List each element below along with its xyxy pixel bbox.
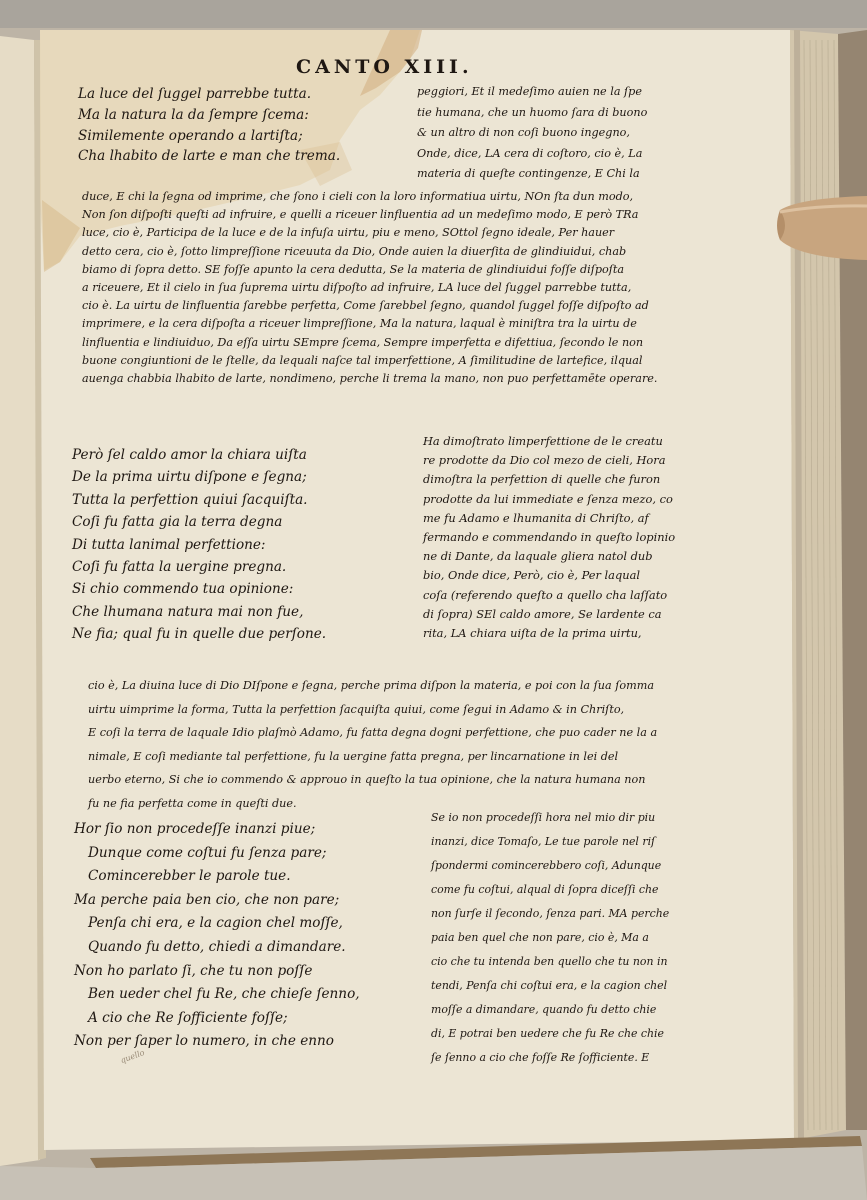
- section2-comment-right: [423, 432, 675, 643]
- commentary-line: a riceuere, Et il cielo in ſua ſuprema uirtu diſpoſto ad infruire, LA luce del ſuggel parrebbe tutta,: [82, 281, 632, 295]
- commentary-line: linfluentia e lindiuiduo, Da eſſa uirtu SEmpre ſcema, Sempre imperfetta e difettiua, ſecondo le non: [82, 335, 644, 349]
- section2-commentary: [88, 674, 657, 815]
- verse-line: Si chio commendo tua opinione:: [72, 581, 294, 598]
- comment-line: re prodotte da Dio col mezo de cieli, Hora: [423, 453, 666, 468]
- commentary-line: imprimere, e la cera diſpoſta a riceuer limpreſſione, Ma la natura, laqual è miniſtra tra la uirtu de: [82, 317, 637, 331]
- comment-line: ſpondermi comincerebbero coſi, Adunque: [431, 859, 662, 872]
- commentary-line: detto cera, cio è, ſotto limpreſſione riceuuta da Dio, Onde auien la diuerſita de glindiuidui, chab: [82, 244, 627, 258]
- comment-line: inanzi, dice Tomaſo, Le tue parole nel riſ: [431, 835, 656, 848]
- comment-line: tie humana, che un huomo ſara di buono: [417, 105, 648, 119]
- verse-line: Comincerebber le parole tue.: [88, 868, 291, 885]
- comment-line: di ſopra) SEl caldo amore, Se lardente ca: [423, 606, 662, 621]
- page-header: CANTO XIII.: [296, 56, 473, 78]
- comment-line: fermando e commendando in queſto lopinio: [423, 530, 676, 545]
- verse-line: Che lhumana natura mai non fue,: [72, 603, 304, 620]
- comment-line: Se io non procedeſſi hora nel mio dir piu: [431, 811, 656, 824]
- commentary-line: cio è. La uirtu de linfluentia ſarebbe perfetta, Come ſarebbel ſegno, quandol ſuggel foſſe diſpoſto ad: [82, 299, 649, 313]
- verse-line: Però ſel caldo amor la chiara uiſta: [72, 447, 307, 463]
- section2-verses: [72, 444, 326, 646]
- comment-line: non ſurſe il ſecondo, ſenza pari. MA perche: [431, 907, 670, 920]
- commentary-line: biamo di ſopra detto. SE foſſe apunto la cera dedutta, Se la materia de glindiuidui foſſe diſpoſta: [82, 262, 625, 276]
- comment-line: peggiori, Et il medeſimo auien ne la ſpe: [417, 85, 642, 98]
- section1-verses: [78, 84, 340, 167]
- comment-line: bio, Onde dice, Però, cio è, Per laqual: [423, 568, 641, 583]
- pencil-annotation: quello: [119, 1048, 146, 1065]
- verse-line: Non ho parlato ſi, che tu non poſſe: [74, 962, 313, 979]
- verse-line: Dunque come coſtui fu ſenza pare;: [88, 844, 327, 861]
- verse-line: Ben ueder chel fu Re, che chieſe ſenno,: [88, 986, 360, 1003]
- comment-line: ne di Dante, da laquale gliera natol dub: [423, 549, 653, 564]
- verse-line: Cha lhabito de larte e man che trema.: [78, 148, 341, 165]
- comment-line: coſa (referendo queſto a quello cha laſſato: [423, 587, 668, 602]
- comment-line: me fu Adamo e lhumanita di Chriſto, af: [423, 510, 649, 525]
- verse-line: Quando fu detto, chiedi a dimandare.: [88, 938, 346, 955]
- section1-comment-right: [417, 82, 647, 185]
- comment-line: ſe ſenno a cio che foſſe Re ſofficiente. E: [431, 1051, 650, 1064]
- comment-line: moſſe a dimandare, quando fu detto chie: [431, 1003, 657, 1016]
- commentary-line: cio è, La diuina luce di Dio DIſpone e ſegna, perche prima diſpon la materia, e poi con la ſua ſomma: [88, 679, 654, 692]
- comment-line: Ha dimoſtrato limperfettione de le creatu: [423, 434, 663, 448]
- commentary-line: luce, cio è, Participa de la luce e de la infuſa uirtu, piu e meno, SOttol ſegno ideale, Per hauer: [82, 226, 615, 240]
- verse-line: Similemente operando a lartiſta;: [78, 127, 303, 144]
- verse-line: Ma la natura la da ſempre ſcema:: [78, 106, 309, 123]
- verse-line: Coſi fu fatta la uergine pregna.: [72, 559, 287, 576]
- commentary-line: duce, E chi la ſegna od imprime, che ſono i cieli con la loro informatiua uirtu, NOn ſta dun modo,: [82, 190, 634, 203]
- verse-line: Coſi fu fatta gia la terra degna: [72, 514, 283, 531]
- commentary-line: E coſi la terra de laquale Idio plaſmò Adamo, fu fatta degna dogni perfettione, che puo cader ne la a: [88, 726, 658, 739]
- comment-line: Onde, dice, LA cera di coſtoro, cio è, La: [417, 146, 643, 160]
- verse-line: Hor ſio non procedeſſe inanzi piue;: [74, 821, 316, 837]
- commentary-line: buone congiuntioni de le ſtelle, da lequali naſce tal imperfettione, A ſimilitudine de lartefice, ilqual: [82, 353, 643, 367]
- verse-line: Di tutta lanimal perfettione:: [72, 536, 266, 553]
- verse-line: De la prima uirtu diſpone e ſegna;: [72, 469, 307, 486]
- comment-line: materia di queſte contingenze, E Chi la: [417, 167, 640, 181]
- verse-line: Non per ſaper lo numero, in che enno: [74, 1033, 334, 1050]
- comment-line: prodotte da lui immediate e ſenza mezo, co: [423, 491, 673, 506]
- commentary-line: uirtu uimprime la forma, Tutta la perfettion ſacquiſta quiui, come ſegui in Adamo & in Chriſto,: [88, 702, 625, 716]
- verse-line: Penſa chi era, e la cagion chel moſſe,: [88, 915, 343, 932]
- comment-line: dimoſtra la perfettion di quelle che furon: [423, 472, 661, 487]
- section3-verses: [74, 818, 360, 1054]
- comment-line: & un altro di non coſi buono ingegno,: [417, 126, 630, 140]
- commentary-line: fu ne fia perfetta come in queſti due.: [88, 796, 297, 810]
- commentary-line: nimale, E coſi mediante tal perfettione, fu la uergine fatta pregna, per lincarnatione in lei del: [88, 749, 619, 763]
- verse-line: Ma perche paia ben cio, che non pare;: [74, 891, 340, 908]
- section3-comment-right: [431, 806, 669, 1070]
- verse-line: La luce del ſuggel parrebbe tutta.: [78, 86, 312, 102]
- verse-line: Ne fia; qual fu in quelle due perſone.: [72, 626, 327, 643]
- verse-line: Tutta la perfettion quiui ſacquiſta.: [72, 491, 308, 508]
- comment-line: rita, LA chiara uiſta de la prima uirtu,: [423, 626, 642, 641]
- verse-line: A cio che Re ſofficiente foſſe;: [88, 1009, 288, 1026]
- comment-line: paia ben quel che non pare, cio è, Ma a: [431, 931, 649, 944]
- commentary-line: auenga chabbia lhabito de larte, nondimeno, perche li trema la mano, non puo perfettamēte operare.: [82, 372, 658, 386]
- commentary-line: uerbo eterno, Si che io commendo & approuo in queſto la tua opinione, che la natura humana non: [88, 773, 646, 786]
- comment-line: come fu coſtui, alqual di ſopra diceſſi che: [431, 883, 659, 896]
- section1-commentary: [82, 188, 657, 388]
- comment-line: tendi, Penſa chi coſtui era, e la cagion chel: [431, 979, 668, 992]
- commentary-line: Non ſon diſpoſti queſti ad infruire, e quelli a riceuer linfluentia ad un medeſimo modo, E però TRa: [82, 208, 639, 222]
- comment-line: di, E potrai ben uedere che fu Re che chie: [431, 1027, 664, 1040]
- comment-line: cio che tu intenda ben quello che tu non in: [431, 955, 668, 968]
